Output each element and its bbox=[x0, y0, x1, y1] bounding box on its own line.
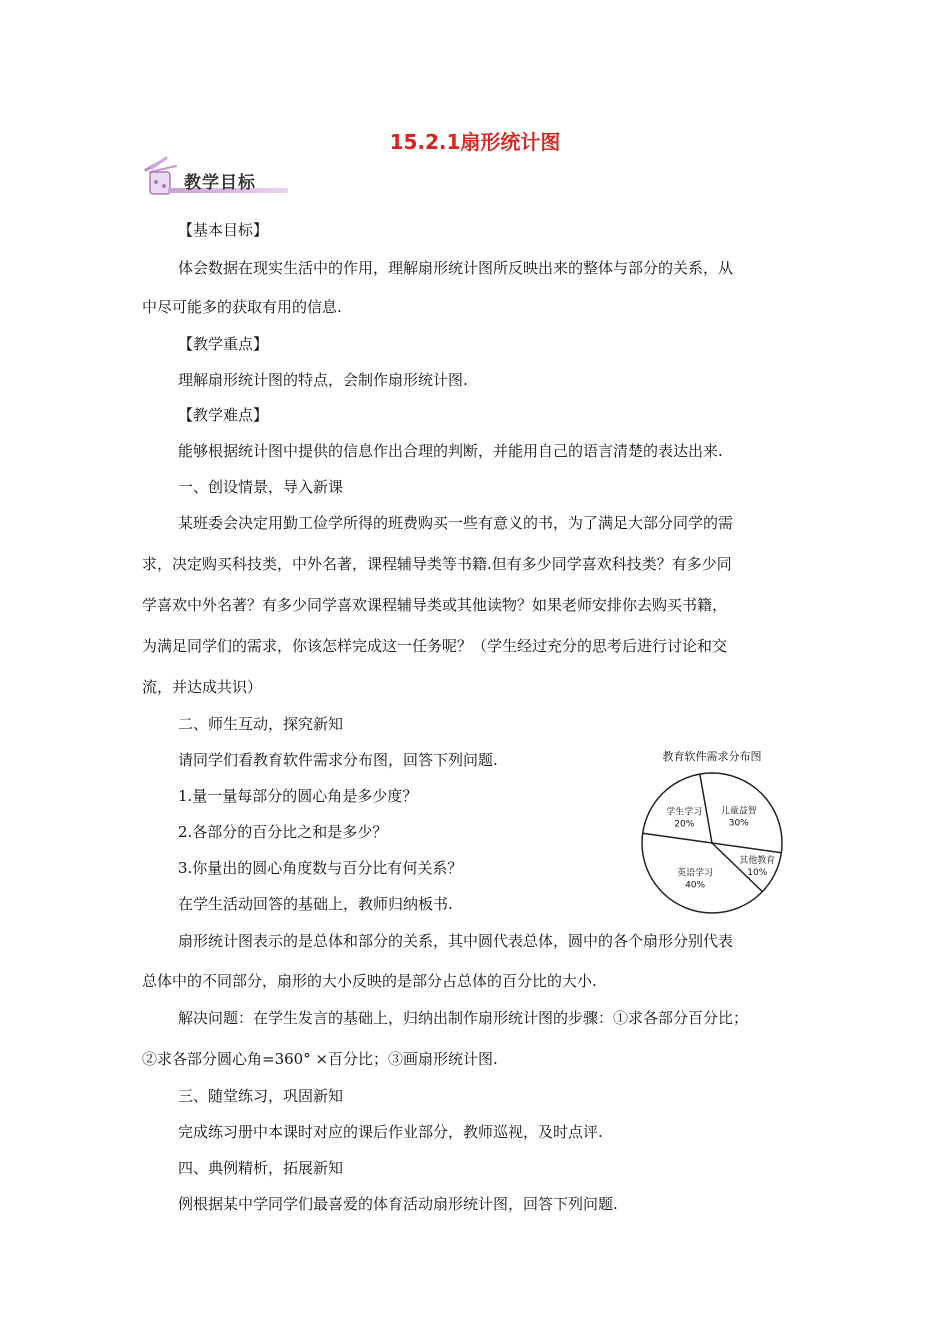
page-title: 15.2.1扇形统计图 bbox=[389, 130, 561, 154]
text-line: 扇形统计图表示的是总体和部分的关系，其中圆代表总体，圆中的各个扇形分别代表 bbox=[178, 932, 734, 950]
text-line: 四、典例精析，拓展新知 bbox=[178, 1159, 344, 1177]
text-line: 在学生活动回答的基础上，教师归纳板书. bbox=[178, 895, 453, 913]
text-line: 三、随堂练习，巩固新知 bbox=[178, 1087, 344, 1105]
text-line: 求，决定购买科技类，中外名著，课程辅导类等书籍.但有多少同学喜欢科技类？有多少同 bbox=[142, 555, 732, 573]
slice-value-label: 20% bbox=[674, 819, 695, 830]
text-line: 中尽可能多的获取有用的信息. bbox=[142, 298, 342, 316]
text-line: 流，并达成共识） bbox=[142, 678, 263, 696]
text-line: 【教学重点】 bbox=[178, 335, 269, 353]
text-line: 1.量一量每部分的圆心角是多少度？ bbox=[178, 787, 418, 805]
pie-slice-edge bbox=[643, 833, 712, 843]
pie-slice-edge bbox=[712, 843, 781, 853]
text-line: 解决问题：在学生发言的基础上，归纳出制作扇形统计图的步骤：①求各部分百分比； bbox=[178, 1009, 749, 1027]
text-line: 为满足同学们的需求，你该怎样完成这一任务呢？（学生经过充分的思考后进行讨论和交 bbox=[142, 637, 728, 655]
text-line: 【教学难点】 bbox=[178, 406, 269, 424]
section-badge bbox=[142, 156, 292, 198]
text-line: 2.各部分的百分比之和是多少？ bbox=[178, 823, 388, 841]
pie-chart-svg bbox=[636, 748, 788, 918]
chart-title: 教育软件需求分布图 bbox=[662, 750, 762, 763]
text-line: 某班委会决定用勤工俭学所得的班费购买一些有意义的书，为了满足大部分同学的需 bbox=[178, 514, 734, 532]
text-line: 总体中的不同部分，扇形的大小反映的是部分占总体的百分比的大小. bbox=[142, 972, 597, 990]
text-line: 体会数据在现实生活中的作用，理解扇形统计图所反映出来的整体与部分的关系，从 bbox=[178, 259, 734, 277]
text-line: 能够根据统计图中提供的信息作出合理的判断，并能用自己的语言清楚的表达出来. bbox=[178, 442, 723, 460]
slice-label: 学生学习 bbox=[666, 807, 703, 818]
slice-label: 儿童益智 bbox=[720, 806, 757, 817]
text-line: 3.你量出的圆心角度数与百分比有何关系？ bbox=[178, 859, 463, 877]
text-line: ②求各部分圆心角=360° ×百分比；③画扇形统计图. bbox=[142, 1050, 498, 1068]
text-line: 例根据某中学同学们最喜爱的体育活动扇形统计图，回答下列问题. bbox=[178, 1195, 618, 1213]
slice-label: 英语学习 bbox=[677, 868, 714, 879]
slice-label: 其他教育 bbox=[739, 856, 776, 867]
text-line: 完成练习册中本课时对应的课后作业部分，教师巡视，及时点评. bbox=[178, 1123, 603, 1141]
pie-chart bbox=[636, 748, 788, 918]
text-line: 【基本目标】 bbox=[178, 221, 269, 239]
text-line: 学喜欢中外名著？有多少同学喜欢课程辅导类或其他读物？如果老师安排你去购买书籍， bbox=[142, 596, 728, 614]
slice-value-label: 10% bbox=[747, 868, 768, 879]
text-line: 一、创设情景，导入新课 bbox=[178, 478, 344, 496]
text-line: 二、师生互动，探究新知 bbox=[178, 715, 344, 733]
text-line: 理解扇形统计图的特点，会制作扇形统计图. bbox=[178, 371, 468, 389]
slice-value-label: 40% bbox=[685, 880, 706, 891]
badge-label: 教学目标 bbox=[184, 173, 256, 193]
slice-value-label: 30% bbox=[728, 818, 749, 829]
text-line: 请同学们看教育软件需求分布图，回答下列问题. bbox=[178, 751, 498, 769]
